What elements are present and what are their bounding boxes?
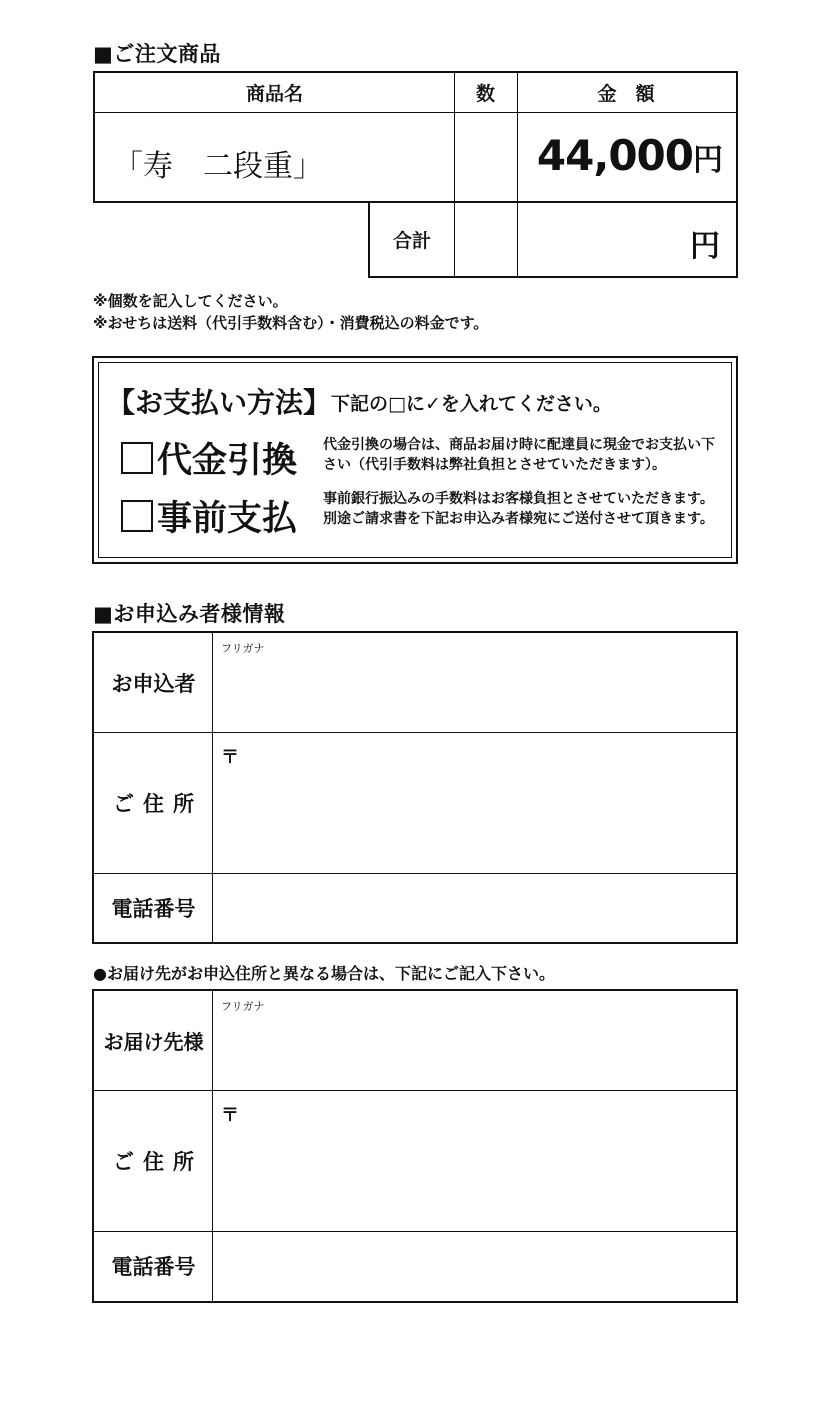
product-name-header: 商品名 [245,83,303,105]
applicant-name-label: お申込者 [111,671,196,696]
applicant-address-field[interactable] [216,735,734,870]
payment-box [92,356,738,564]
payment-option-prepay-label: 事前支払 [157,498,298,539]
payment-option-cod[interactable] [121,433,297,483]
amount-header: 金 額 [597,83,655,105]
total-label: 合計 [392,229,431,252]
total-divider-1 [454,201,455,276]
order-header-divider [95,112,736,113]
delivery-table [92,989,738,1303]
payment-option-cod-label: 代金引換 [157,440,298,481]
payment-option-cod-description: 代金引換の場合は、商品お届け時に配達員に現金でお支払い下さい（代引手数料は弊社負担とさせていただきます）。 [323,437,715,473]
quantity-input[interactable] [457,115,515,201]
note-quantity: ※個数を記入してください。 [93,292,288,310]
payment-inner-frame [98,362,732,558]
applicant-phone-label: 電話番号 [111,896,196,921]
delivery-note: ●お届け先がお申込住所と異なる場合は、下記にご記入下さい。 [93,964,555,983]
payment-option-prepay[interactable] [121,491,297,541]
total-row [368,201,738,278]
applicant-section-title: ■お申込み者様情報 [93,602,286,626]
delivery-phone-label: 電話番号 [111,1255,196,1279]
payment-instruction: 下記の□に✓を入れてください。 [331,393,612,415]
delivery-phone-field[interactable] [216,1234,734,1298]
checkbox-prepay[interactable] [121,500,153,532]
checkbox-cod[interactable] [121,442,153,474]
applicant-phone-field[interactable] [216,876,734,940]
note-price-includes: ※おせちは送料（代引手数料含む）・消費税込の料金です。 [93,314,489,332]
applicant-postal-mark: 〒 [221,747,239,768]
total-divider-2 [517,201,518,276]
total-quantity-input[interactable] [456,201,516,277]
delivery-furigana-label: フリガナ [221,1000,265,1013]
applicant-table [92,631,738,944]
payment-heading: 【お支払い方法】 [107,386,332,419]
quantity-header: 数 [475,83,495,105]
price-value: 44,000 [536,131,693,180]
payment-option-prepay-description: 事前銀行振込みの手数料はお客様負担とさせていただきます。別途ご請求書を下記お申込み者様宛にご送付させて頂きます。 [323,491,714,527]
delivery-address-label: ご住所 [113,1149,203,1174]
price-currency: 円 [693,143,722,178]
total-currency: 円 [690,229,720,264]
delivery-postal-mark: 〒 [221,1105,239,1126]
delivery-name-label: お届け先様 [103,1030,204,1054]
delivery-name-field[interactable] [216,1015,734,1087]
order-table [93,71,738,203]
applicant-address-label: ご住所 [113,791,203,816]
product-price [537,131,722,180]
delivery-address-field[interactable] [216,1093,734,1228]
applicant-name-field[interactable] [216,657,734,729]
applicant-furigana-label: フリガナ [221,642,265,655]
product-name: 「寿 二段重」 [113,149,323,184]
order-section-title: ■ご注文商品 [93,42,221,66]
